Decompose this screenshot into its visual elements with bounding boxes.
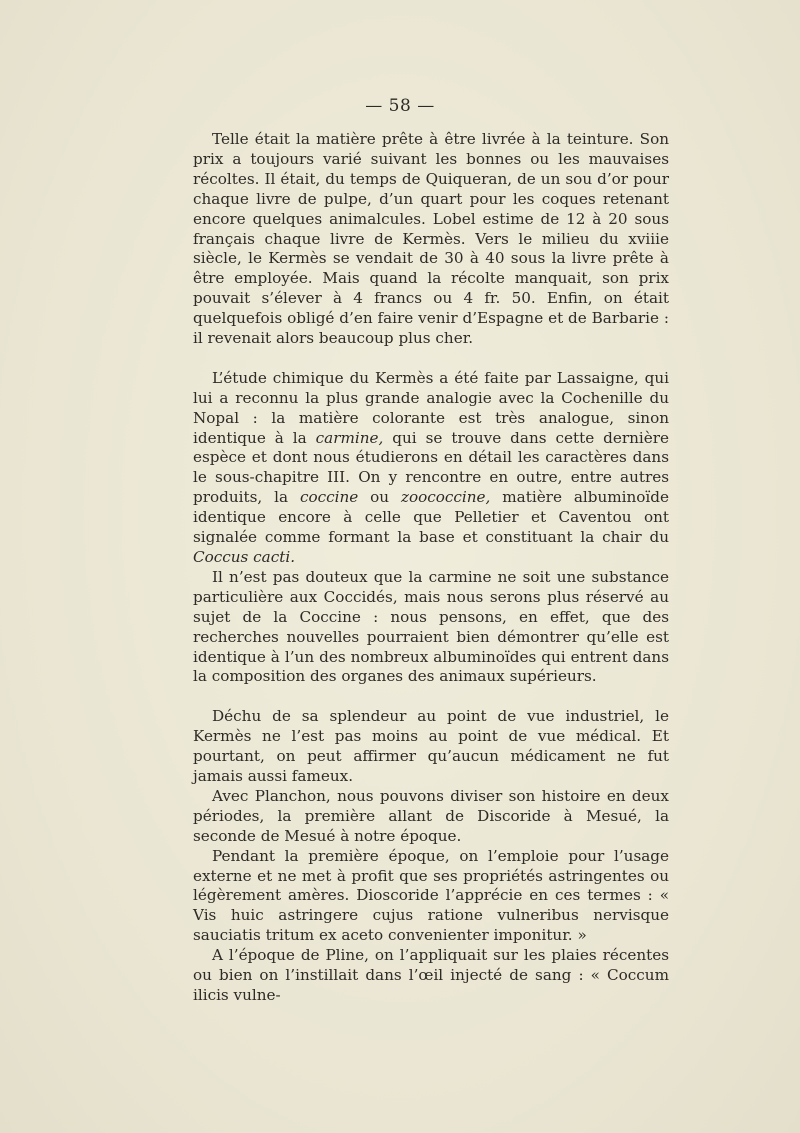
text-run: ou xyxy=(358,488,401,507)
italic-term-coccus-cacti: Coccus cacti. xyxy=(193,548,296,567)
text-run: matière albuminoïde identique encore à celle que Pelletier et Caventou ont signalée comme formant la base et constituant la chair du xyxy=(193,488,669,547)
paragraph-carmine: Il n’est pas douteux que la carmine ne soit une substance particulière aux Coccidés, mais nous serons plus réservé au sujet de la Coccine : nous pensons, en effet, que des recherches nouvelles pourraient bien démontrer qu’elle est identique à l’un des nombreux albuminoïdes qui entrent dans la composition des organes des animaux supérieurs. xyxy=(193,567,669,686)
paragraph-planchon: Avec Planchon, nous pouvons diviser son histoire en deux périodes, la première allant de Discoride à Mesué, la seconde de Mesué à notre époque. xyxy=(193,786,669,845)
italic-term-coccine: coccine xyxy=(299,488,359,507)
text-run: L’étude chimique du Kermès a été faite par Lassaigne, qui lui a reconnu la plus grande analogie avec la Cochenille du Nopal : la matière colorante est très analogue, sinon identique à la xyxy=(193,368,669,447)
paragraph-chemistry xyxy=(193,369,669,568)
page-number: — 58 — xyxy=(365,96,435,116)
paragraph-pline: A l’époque de Pline, on l’appliquait sur les plaies récentes ou bien on l’instillait dans l’œil injecté de sang : « Coccum ilicis vulne- xyxy=(193,946,669,1004)
text-run: qui se trouve dans cette dernière espèce et dont nous étudierons en détail les caractères dans le sous-chapitre III. On y rencontre en outre, entre autres produits, la xyxy=(193,428,669,507)
body-text xyxy=(193,130,669,1006)
italic-term-carmine: carmine, xyxy=(315,428,384,447)
paragraph-first-period: Pendant la première époque, on l’emploie pour l’usage externe et ne met à profit que ses propriétés astringentes ou légèrement amères. Dioscoride l’apprécie en ces termes : « Vis huic astringere cujus ratione vulneribus nervisque sauciatis tritum ex aceto convenienter imponitur. » xyxy=(193,846,669,945)
paragraph-medical: Déchu de sa splendeur au point de vue industriel, le Kermès ne l’est pas moins au point de vue médical. Et pourtant, on peut affirmer qu’aucun médicament ne fut jamais aussi fameux. xyxy=(193,707,669,785)
italic-term-zoococcine: zoococcine, xyxy=(400,488,491,507)
paragraph-price: Telle était la matière prête à être livrée à la teinture. Son prix a toujours varié suivant les bonnes ou les mauvaises récoltes. Il était, du temps de Quiqueran, de un sou d’or pour chaque livre de pulpe, d’un quart pour les coques retenant encore quelques animalcules. Lobel estime de 12 à 20 sous français chaque livre de Kermès. Vers le milieu du xviiie siècle, le Kermès se vendait de 30 à 40 sous la livre prête à être employée. Mais quand la récolte manquait, son prix pouvait s’élever à 4 francs ou 4 fr. 50. Enfin, on était quelquefois obligé d’en faire venir d’Espagne et de Barbarie : il revenait alors beaucoup plus cher. xyxy=(193,130,669,348)
